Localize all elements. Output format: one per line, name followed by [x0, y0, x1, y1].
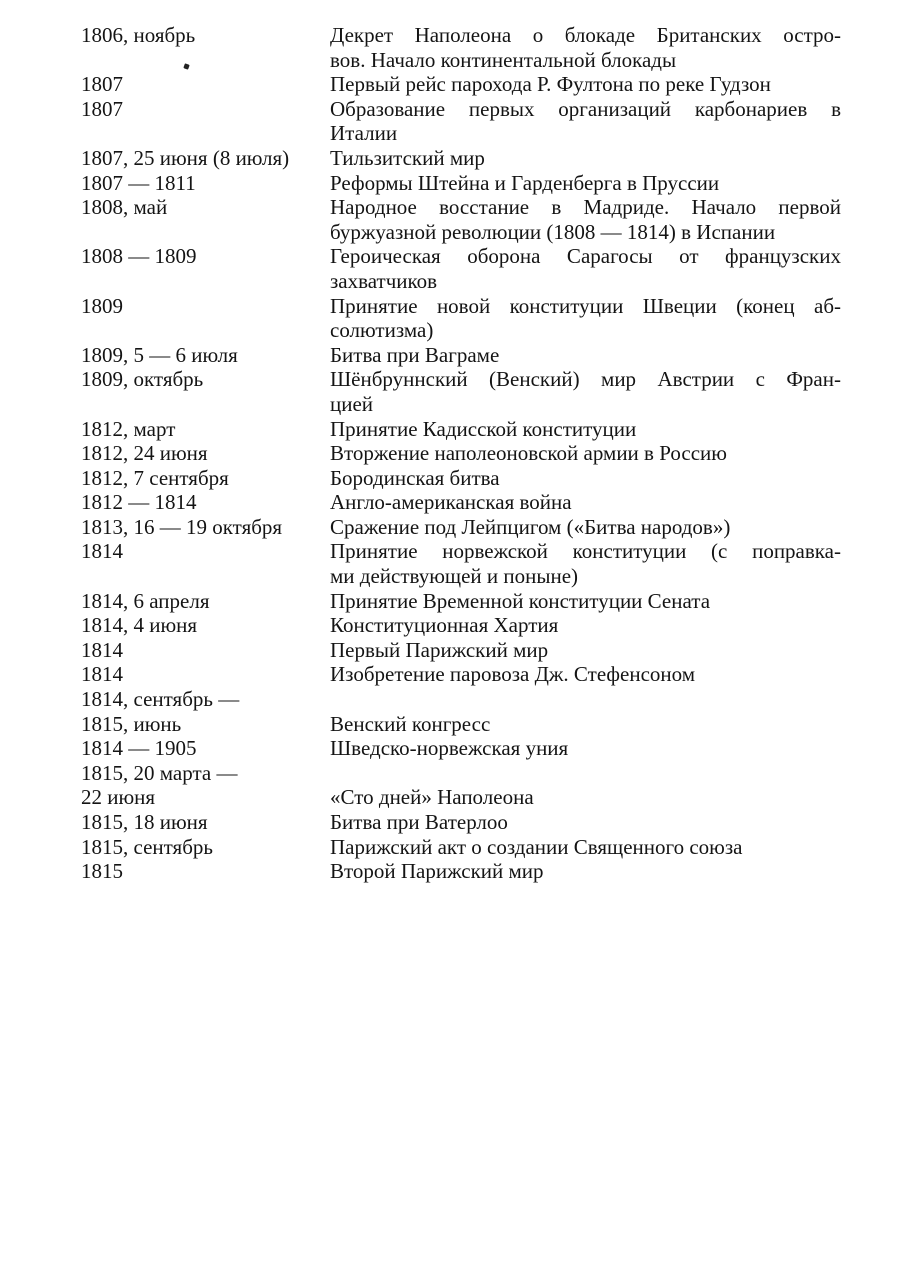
entry-date — [81, 294, 330, 343]
event-line: Народное восстание в Мадриде. Начало первой — [330, 195, 841, 220]
entry-date — [81, 72, 330, 97]
chronology-row — [81, 490, 841, 515]
entry-date — [81, 23, 330, 72]
entry-date — [81, 97, 330, 146]
date-line: 1814, 6 апреля — [81, 588, 210, 613]
date-line — [81, 220, 330, 245]
chronology-row — [81, 343, 841, 368]
chronology-row — [81, 171, 841, 196]
date-line: 1814 — [81, 637, 123, 662]
entry-event — [330, 244, 841, 293]
event-line: Первый рейс парохода Р. Фултона по реке Гудзон — [330, 72, 771, 97]
date-line: 22 июня — [81, 785, 156, 810]
entry-event — [330, 859, 841, 884]
entry-event — [330, 195, 841, 244]
entry-date — [81, 244, 330, 293]
entry-event — [330, 72, 841, 97]
entry-date — [81, 171, 330, 196]
entry-date — [81, 490, 330, 515]
entry-date — [81, 736, 330, 761]
chronology-row — [81, 294, 841, 343]
chronology-row — [81, 195, 841, 244]
event-line — [330, 687, 841, 712]
chronology-row — [81, 859, 841, 884]
entry-event — [330, 171, 841, 196]
event-line: цией — [330, 391, 374, 416]
entry-event — [330, 687, 841, 736]
date-line: 1812, март — [81, 416, 176, 441]
event-line: Италии — [330, 121, 398, 146]
entry-date — [81, 638, 330, 663]
entry-date — [81, 810, 330, 835]
entry-date — [81, 613, 330, 638]
date-line: 1807 — [81, 72, 123, 97]
entry-event — [330, 343, 841, 368]
entry-date — [81, 367, 330, 416]
date-line — [81, 121, 330, 146]
event-line: вов. Начало континентальной блокады — [330, 47, 677, 72]
event-line: Принятие Временной конституции Сената — [330, 588, 711, 613]
chronology-row — [81, 72, 841, 97]
date-line — [81, 48, 330, 73]
event-line: Принятие Кадисской конституции — [330, 416, 637, 441]
date-line: 1814 — [81, 662, 123, 687]
event-line: Бородинская битва — [330, 465, 500, 490]
event-line: Сражение под Лейпцигом («Битва народов») — [330, 514, 731, 539]
date-line — [81, 392, 330, 417]
event-line: Декрет Наполеона о блокаде Британских остро- — [330, 23, 841, 47]
entry-event — [330, 23, 841, 72]
chronology-row — [81, 810, 841, 835]
chronology-row — [81, 417, 841, 442]
date-line: 1814, сентябрь — — [81, 687, 240, 712]
event-line: Образование первых организаций карбонариев в — [330, 96, 841, 121]
event-line: «Сто дней» Наполеона — [330, 785, 534, 810]
date-line: 1814 — 1905 — [81, 736, 197, 761]
date-line — [81, 564, 330, 589]
event-line: Битва при Ватерлоо — [330, 810, 508, 834]
entry-date — [81, 417, 330, 442]
event-line: захватчиков — [330, 268, 438, 293]
event-line: Парижский акт о создании Священного союза — [330, 834, 743, 859]
event-line — [330, 761, 841, 786]
chronology-row — [81, 736, 841, 761]
entry-event — [330, 417, 841, 442]
date-line: 1806, ноябрь — [81, 23, 196, 47]
chronology-row — [81, 638, 841, 663]
date-line: 1808 — 1809 — [81, 244, 197, 269]
entry-event — [330, 97, 841, 146]
event-line: Конституционная Хартия — [330, 613, 559, 638]
chronology-row — [81, 662, 841, 687]
date-line: 1812 — 1814 — [81, 490, 197, 515]
event-line: Изобретение паровоза Дж. Стефенсоном — [330, 662, 696, 687]
chronology-row — [81, 761, 841, 810]
date-line: 1815, 20 марта — — [81, 760, 238, 785]
event-line: Шведско-норвежская уния — [330, 736, 569, 761]
event-line: Второй Парижский мир — [330, 859, 544, 884]
date-line — [81, 269, 330, 294]
event-line: ми действующей и поныне) — [330, 564, 579, 589]
event-line: буржуазной революции (1808 — 1814) в Испании — [330, 219, 776, 244]
entry-date — [81, 146, 330, 171]
date-line: 1807, 25 июня (8 июля) — [81, 145, 290, 170]
event-line: Первый Парижский мир — [330, 637, 549, 662]
chronology-row — [81, 146, 841, 171]
date-line: 1807 — [81, 96, 123, 121]
entry-date — [81, 835, 330, 860]
chronology-row — [81, 539, 841, 588]
entry-event — [330, 146, 841, 171]
entry-event — [330, 613, 841, 638]
date-line: 1815, сентябрь — [81, 834, 213, 859]
date-line: 1809 — [81, 293, 123, 318]
entry-event — [330, 294, 841, 343]
date-line: 1815, июнь — [81, 711, 182, 736]
chronology-row — [81, 515, 841, 540]
event-line: Героическая оборона Сарагосы от французских — [330, 244, 841, 269]
entry-date — [81, 343, 330, 368]
event-line: Реформы Штейна и Гарденберга в Пруссии — [330, 170, 720, 195]
entry-date — [81, 662, 330, 687]
date-line: 1815, 18 июня — [81, 810, 208, 834]
entry-event — [330, 736, 841, 761]
date-line: 1807 — 1811 — [81, 170, 196, 195]
date-line: 1812, 24 июня — [81, 441, 208, 466]
chronology-row — [81, 23, 841, 72]
date-line: 1809, октябрь — [81, 367, 204, 392]
date-line: 1808, май — [81, 195, 168, 220]
chronology-row — [81, 589, 841, 614]
date-line: 1814 — [81, 539, 123, 564]
event-line: солютизма) — [330, 318, 434, 343]
event-line: Шёнбруннский (Венский) мир Австрии с Фран- — [330, 367, 841, 392]
entry-event — [330, 835, 841, 860]
entry-event — [330, 539, 841, 588]
entry-date — [81, 687, 330, 736]
entry-event — [330, 761, 841, 810]
event-line: Принятие норвежской конституции (с поправка- — [330, 539, 841, 564]
date-line: 1809, 5 — 6 июля — [81, 342, 238, 367]
entry-date — [81, 466, 330, 491]
event-line: Принятие новой конституции Швеции (конец аб- — [330, 293, 841, 318]
chronology-row — [81, 441, 841, 466]
entry-date — [81, 539, 330, 588]
entry-event — [330, 466, 841, 491]
entry-date — [81, 195, 330, 244]
entry-event — [330, 810, 841, 835]
chronology-row — [81, 244, 841, 293]
entry-event — [330, 589, 841, 614]
chronology-row — [81, 835, 841, 860]
entry-event — [330, 490, 841, 515]
date-line: 1813, 16 — 19 октября — [81, 514, 283, 539]
chronology-row — [81, 97, 841, 146]
chronology-row — [81, 613, 841, 638]
date-line — [81, 318, 330, 343]
date-line: 1814, 4 июня — [81, 613, 198, 638]
entry-event — [330, 367, 841, 416]
event-line: Венский конгресс — [330, 711, 491, 736]
entry-date — [81, 761, 330, 810]
entry-event — [330, 441, 841, 466]
entry-date — [81, 859, 330, 884]
chronology-row — [81, 466, 841, 491]
entry-date — [81, 515, 330, 540]
chronology-row — [81, 367, 841, 416]
event-line: Англо-американская война — [330, 490, 572, 515]
event-line: Тильзитский мир — [330, 145, 485, 170]
chronology-table — [81, 23, 841, 884]
event-line: Битва при Ваграме — [330, 342, 500, 367]
entry-event — [330, 515, 841, 540]
entry-date — [81, 589, 330, 614]
event-line: Вторжение наполеоновской армии в Россию — [330, 441, 727, 466]
entry-event — [330, 638, 841, 663]
chronology-row — [81, 687, 841, 736]
entry-date — [81, 441, 330, 466]
entry-event — [330, 662, 841, 687]
date-line: 1812, 7 сентября — [81, 465, 229, 490]
date-line: 1815 — [81, 859, 123, 884]
